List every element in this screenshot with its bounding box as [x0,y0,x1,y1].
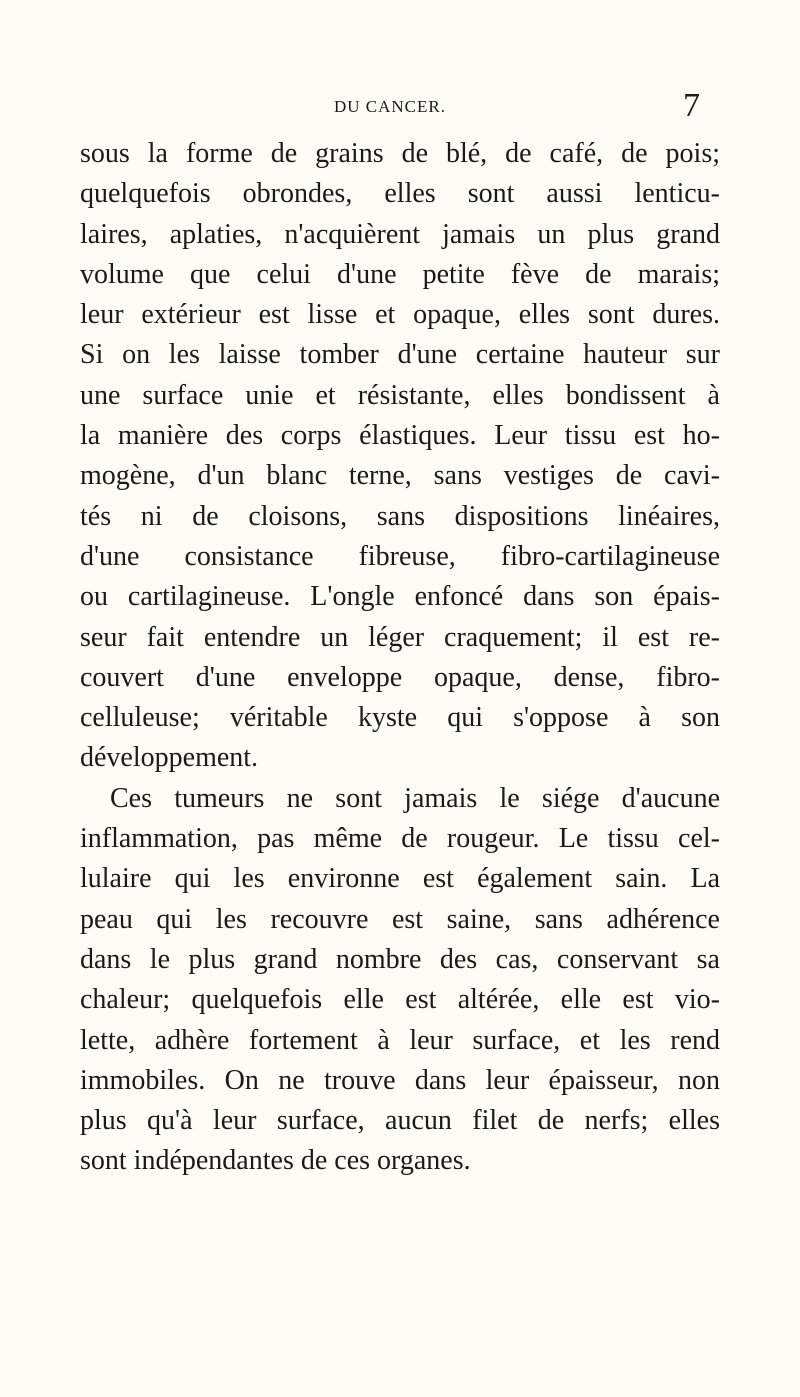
text-line: une surface unie et résistante, elles bondissent à [80,379,720,411]
text-line: mogène, d'un blanc terne, sans vestiges de cavi- [80,460,720,492]
text-line: d'une consistance fibreuse, fibro-cartilagineuse [80,540,720,572]
text-line: la manière des corps élastiques. Leur tissu est ho- [80,420,720,452]
text-line: Si on les laisse tomber d'une certaine hauteur sur [80,339,720,371]
text-line: sous la forme de grains de blé, de café, de pois; [80,138,720,169]
text-line: quelquefois obrondes, elles sont aussi lenticu- [80,178,720,210]
text-line: chaleur; quelquefois elle est altérée, elle est vio- [80,984,720,1016]
text-line: tés ni de cloisons, sans dispositions linéaires, [80,500,720,532]
text-line: ou cartilagineuse. L'ongle enfoncé dans son épais- [80,581,720,613]
page-number: 7 [683,87,700,124]
body-text [80,134,720,1182]
paragraph-start-line: Ces tumeurs ne sont jamais le siége d'aucune [110,782,720,814]
paragraph-end-line: développement. [80,742,259,774]
text-line: lette, adhère fortement à leur surface, et les rend [80,1024,720,1056]
text-line: volume que celui d'une petite fève de marais; [80,258,720,290]
text-line: couvert d'une enveloppe opaque, dense, fibro- [80,661,720,693]
text-line: peau qui les recouvre est saine, sans adhérence [80,903,720,935]
text-line: seur fait entendre un léger craquement; il est re- [80,621,720,653]
text-line: lulaire qui les environne est également sain. La [80,863,720,895]
text-line: dans le plus grand nombre des cas, conservant sa [80,943,720,975]
paragraph-end-line: sont indépendantes de ces organes. [80,1145,471,1177]
running-title: DU CANCER. [333,97,446,116]
text-line: celluleuse; véritable kyste qui s'oppose à son [80,702,720,734]
text-line: plus qu'à leur surface, aucun filet de nerfs; elles [80,1105,720,1137]
running-head [80,87,700,124]
text-line: immobiles. On ne trouve dans leur épaisseur, non [80,1064,720,1096]
text-line: inflammation, pas même de rougeur. Le tissu cel- [80,823,720,855]
text-line: leur extérieur est lisse et opaque, elles sont dures. [80,299,720,331]
text-line: laires, aplaties, n'acquièrent jamais un plus grand [80,218,720,250]
